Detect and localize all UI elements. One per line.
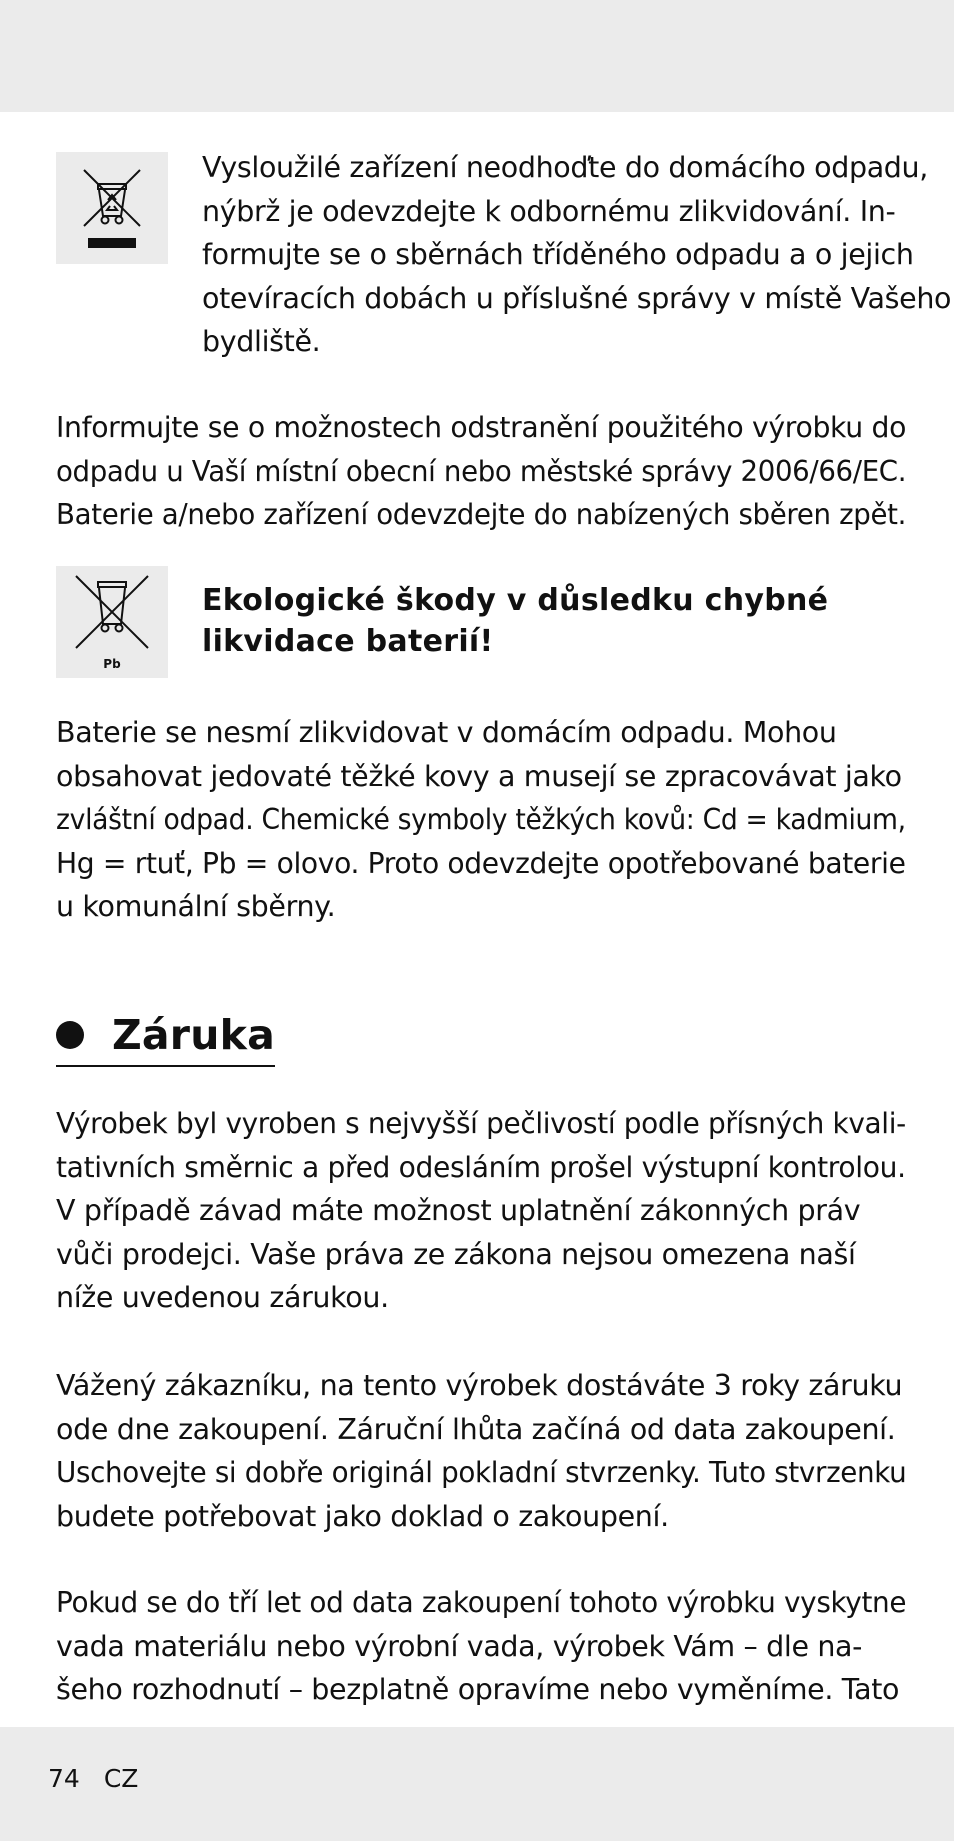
text-line: u komunální sběrny. xyxy=(56,890,336,923)
battery-warning-title xyxy=(202,580,828,662)
weee-bin-icon xyxy=(56,152,168,264)
text-line: V případě závad máte možnost uplatnění zákonných práv xyxy=(56,1194,861,1227)
bullet-icon xyxy=(56,1021,84,1049)
text-line: Uschovejte si dobře originál pokladní stvrzenky. Tuto stvrzenku xyxy=(56,1456,907,1489)
text-line: ode dne zakoupení. Záruční lhůta začíná od data zakoupení. xyxy=(56,1412,896,1446)
header-band xyxy=(0,0,954,112)
info-paragraph xyxy=(56,406,906,537)
text-line: otevíracích dobách u příslušné správy v místě Vašeho xyxy=(202,281,952,315)
text-line: Vážený zákazníku, na tento výrobek dostáváte 3 roky záruku xyxy=(56,1369,903,1402)
text-line: bydliště. xyxy=(202,325,321,358)
text-line: obsahovat jedovaté těžké kovy a musejí se zpracovávat jako xyxy=(56,759,902,793)
warranty-paragraph-2 xyxy=(56,1364,906,1538)
page-footer xyxy=(48,1762,162,1796)
text-line: budete potřebovat jako doklad o zakoupení. xyxy=(56,1499,669,1533)
text-line: Baterie se nesmí zlikvidovat v domácím odpadu. Mohou xyxy=(56,716,837,749)
page-number: 74 xyxy=(48,1764,80,1793)
battery-bin-icon xyxy=(56,566,168,678)
text-line: Hg = rtuť, Pb = olovo. Proto odevzdejte opotřebované baterie xyxy=(56,846,906,880)
battery-icon-label: Pb xyxy=(103,657,121,671)
language-code: CZ xyxy=(103,1764,139,1793)
text-line: odpadu u Vaší místní obecní nebo městské správy 2006/66/EC. xyxy=(56,454,907,488)
text-line: níže uvedenou zárukou. xyxy=(56,1281,389,1314)
title-line: Ekologické škody v důsledku chybné xyxy=(202,583,829,618)
text-line: formujte se o sběrnách tříděného odpadu a o jejich xyxy=(202,238,914,271)
text-line: zvláštní odpad. Chemické symboly těžkých kovů: Cd = kadmium, xyxy=(56,803,906,836)
text-line: Pokud se do tří let od data zakoupení tohoto výrobku vyskytne xyxy=(56,1586,907,1619)
section-title: Záruka xyxy=(112,1011,275,1059)
text-line: Výrobek byl vyroben s nejvyšší pečlivostí podle přísných kvali- xyxy=(56,1107,906,1140)
text-line: vada materiálu nebo výrobní vada, výrobek Vám – dle na- xyxy=(56,1629,863,1663)
warranty-paragraph-1 xyxy=(56,1102,906,1320)
disposal-paragraph xyxy=(202,146,954,364)
text-line: Vysloužilé zařízení neodhoďte do domácího odpadu, xyxy=(202,151,928,184)
text-line: vůči prodejci. Vaše práva ze zákona nejsou omezena naší xyxy=(56,1237,856,1271)
battery-paragraph xyxy=(56,711,906,929)
text-line: Informujte se o možnostech odstranění použitého výrobku do xyxy=(56,411,907,444)
title-line: likvidace baterií! xyxy=(202,624,494,659)
section-heading xyxy=(56,1005,275,1067)
text-line: Baterie a/nebo zařízení odevzdejte do nabízených sběren zpět. xyxy=(56,498,907,531)
text-line: šeho rozhodnutí – bezplatně opravíme nebo vyměníme. Tato xyxy=(56,1673,900,1706)
text-line: nýbrž je odevzdejte k odbornému zlikvidování. In- xyxy=(202,194,896,228)
warranty-paragraph-3 xyxy=(56,1581,906,1712)
text-line: tativních směrnic a před odesláním prošel výstupní kontrolou. xyxy=(56,1150,906,1184)
